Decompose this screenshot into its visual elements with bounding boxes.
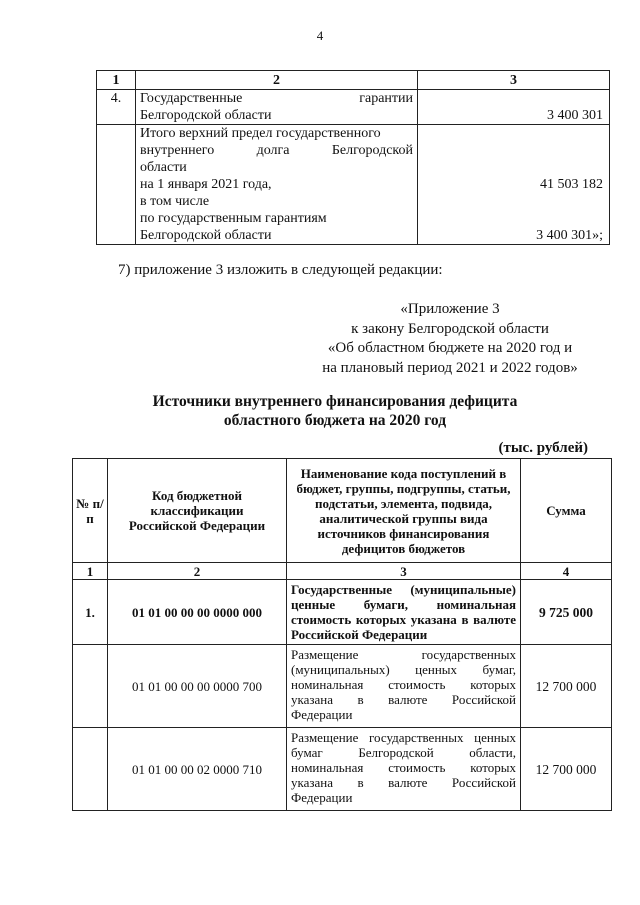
row-name-line: Белгородской области <box>140 228 272 243</box>
row-number: 4. <box>97 90 136 125</box>
row-name-line: внутреннего долга Белгородской <box>140 143 413 158</box>
row-name-line: Государственные гарантии <box>140 91 413 106</box>
amendment-text: 7) приложение 3 изложить в следующей редакции: <box>118 262 443 278</box>
column-number-2: 2 <box>136 71 418 90</box>
row-values <box>418 125 610 245</box>
appendix-line: к закону Белгородской области <box>351 320 549 337</box>
table-row <box>97 90 610 125</box>
table-row <box>73 728 612 811</box>
column-number-3: 3 <box>287 563 521 580</box>
table-row <box>97 125 610 245</box>
row-code: 01 01 00 00 00 0000 000 <box>108 580 287 645</box>
table-row <box>73 645 612 728</box>
row-name-line: по государственным гарантиям <box>140 211 327 226</box>
row-number <box>73 645 108 728</box>
row-name: Государственные (муниципальные) ценные бумаги, номинальная стоимость которых указана в валюте Российской Федерации <box>287 580 521 645</box>
row-code: 01 01 00 00 02 0000 710 <box>108 728 287 811</box>
row-name-line: Белгородской области <box>140 108 272 123</box>
row-name-line: в том числе <box>140 194 210 209</box>
row-number <box>97 125 136 245</box>
column-numbers-row <box>73 563 612 580</box>
financing-sources-table <box>72 458 612 811</box>
row-name-line: Итого верхний предел государственного <box>140 126 381 141</box>
row-name: Размещение государственных ценных бумаг Белгородской области, номинальная стоимость которых указана в валюте Российской Федерации <box>287 728 521 811</box>
appendix-line: на плановый период 2021 и 2022 годов» <box>322 359 578 376</box>
row-amount: 12 700 000 <box>521 728 612 811</box>
title-line: Источники внутреннего финансирования дефицита <box>152 393 518 410</box>
page-number: 4 <box>316 28 324 43</box>
total-value: 41 503 182 <box>540 177 603 192</box>
appendix-line: «Об областном бюджете на 2020 год и <box>327 340 573 356</box>
title-line: областного бюджета на 2020 год <box>223 412 447 429</box>
column-number-2: 2 <box>108 563 287 580</box>
row-name: Размещение государственных (муниципальных) ценных бумаг, номинальная стоимость которых указана в валюте Российской Федерации <box>287 645 521 728</box>
row-name <box>136 125 418 245</box>
row-number <box>73 728 108 811</box>
row-amount: 9 725 000 <box>521 580 612 645</box>
row-code: 01 01 00 00 00 0000 700 <box>108 645 287 728</box>
guarantees-value: 3 400 301»; <box>536 228 603 243</box>
table-row <box>73 580 612 645</box>
column-number-1: 1 <box>97 71 136 90</box>
row-amount: 12 700 000 <box>521 645 612 728</box>
appendix-heading <box>300 300 600 378</box>
column-number-3: 3 <box>418 71 610 90</box>
header-number: № п/п <box>73 459 108 563</box>
appendix-line: «Приложение 3 <box>400 301 500 317</box>
row-name-line: на 1 января 2021 года, <box>140 177 272 192</box>
row-number: 1. <box>73 580 108 645</box>
row-value: 3 400 301 <box>418 90 610 125</box>
column-number-4: 4 <box>521 563 612 580</box>
debt-limit-table <box>96 70 610 245</box>
header-amount: Сумма <box>521 459 612 563</box>
row-name-line: области <box>140 160 187 175</box>
column-number-1: 1 <box>73 563 108 580</box>
table-header-row <box>97 71 610 90</box>
units-label: (тыс. рублей) <box>498 440 588 456</box>
document-title <box>0 392 640 430</box>
header-name: Наименование кода поступлений в бюджет, группы, подгруппы, статьи, подстатьи, элемента, подвида, аналитической группы вида источников финансирования дефицитов бюджетов <box>287 459 521 563</box>
row-name <box>136 90 418 125</box>
table-header-row <box>73 459 612 563</box>
header-code: Код бюджетной классификации Российской Федерации <box>108 459 287 563</box>
